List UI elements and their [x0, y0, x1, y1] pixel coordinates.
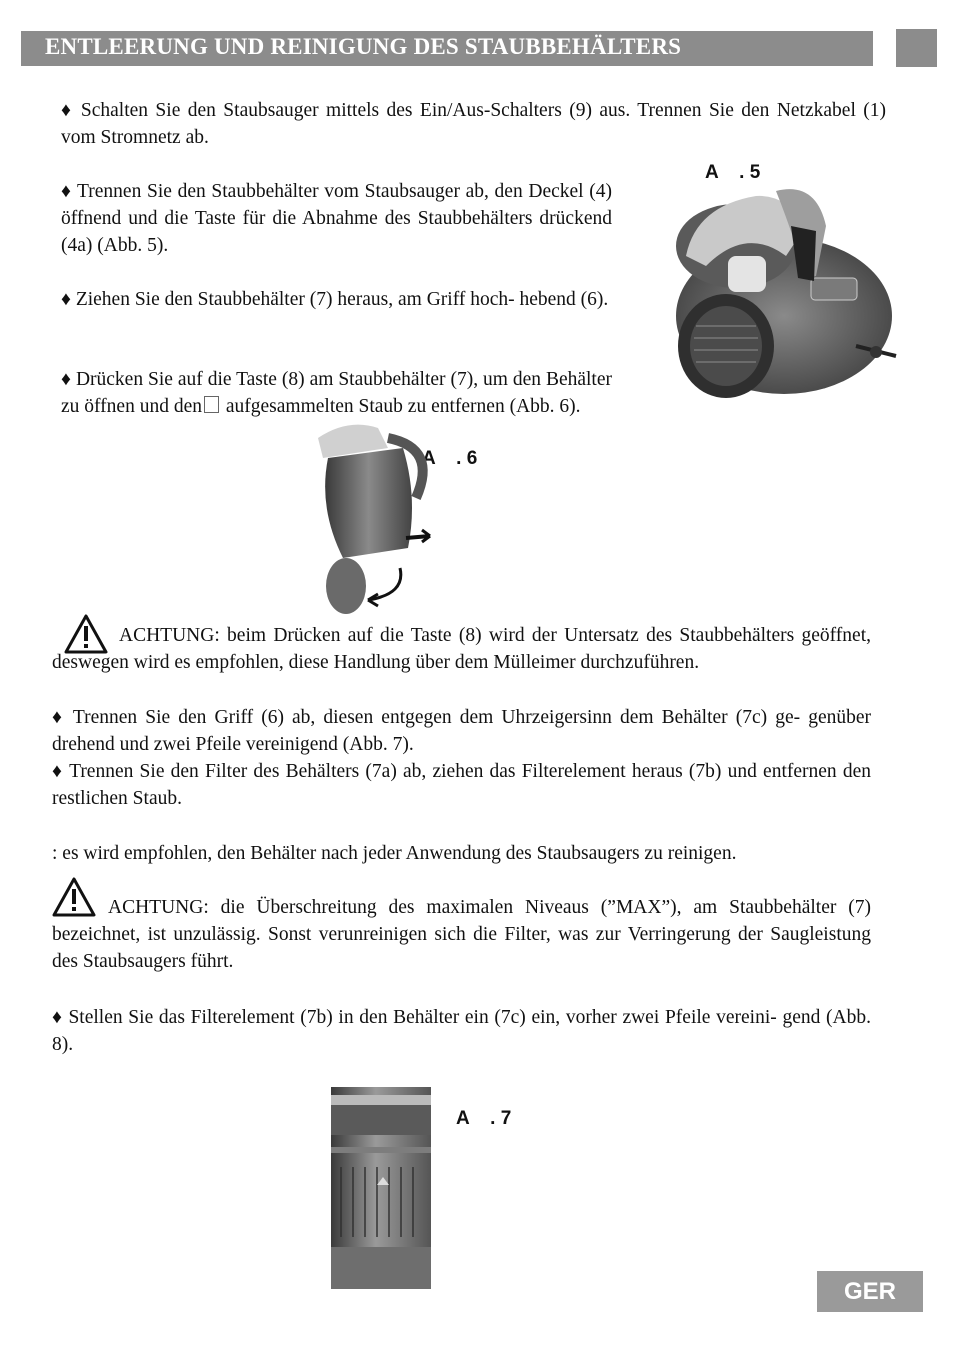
missing-glyph-box [204, 396, 219, 413]
language-badge: GER [817, 1271, 923, 1312]
header-corner-block [896, 29, 937, 67]
figure-7-label: A . 7 [456, 1108, 512, 1129]
section-header-bar [21, 31, 873, 66]
step-8-text: ♦ Stellen Sie das Filterelement (7b) in den Behälter ein (7c) ein, vorher zwei Pfeile vereini- gend (Abb. 8). [52, 1007, 871, 1055]
step-2-text: ♦ Trennen Sie den Staubbehälter vom Staubsauger ab, den Deckel (4) öffnend und die Taste für die Abnahme des Staubbehälters drückend (4a) (Abb. 5). [61, 181, 612, 256]
figure-5-label: A . 5 [705, 162, 761, 183]
step-4-text-end: aufgesammelten Staub zu entfernen (Abb. 6). [220, 396, 581, 417]
step-4-text-start: ♦ Drücken Sie auf die Taste (8) am Staubbehälter (7), um den Behälter zu öffnen und den [61, 369, 612, 417]
cleaning-note-text: : es wird empfohlen, den Behälter nach jeder Anwendung des Staubsaugers zu reinigen. [52, 843, 737, 864]
figure-6-dust-container-photo [288, 418, 454, 614]
step-6-text: ♦ Trennen Sie den Filter des Behälters (7a) ab, ziehen das Filterelement heraus (7b) und entfernen den restlichen Staub. [52, 761, 871, 809]
figure-7-filter-photo [331, 1087, 431, 1289]
step-5-text: ♦ Trennen Sie den Griff (6) ab, diesen entgegen dem Uhrzeigersinn dem Behälter (7c) ge- genüber drehend und zwei Pfeile vereinigend (Abb. 7). [52, 707, 871, 755]
step-3-text: ♦ Ziehen Sie den Staubbehälter (7) heraus, am Griff hoch- hebend (6). [61, 289, 609, 310]
step-1-text: ♦ Schalten Sie den Staubsauger mittels des Ein/Aus-Schalters (9) aus. Trennen Sie den Netzkabel (1) vom Stromnetz ab. [61, 100, 886, 148]
section-title: ENTLEERUNG UND REINIGUNG DES STAUBBEHÄLTERS [45, 34, 682, 59]
warning-2-text: ACHTUNG: die Überschreitung des maximalen Niveaus (”MAX”), am Staubbehälter (7) bezeichnet, ist unzulässig. Sonst verunreinigen sich die Filter, was zur Verringerung der Saugleistung des Staubsaugers führt. [52, 897, 871, 972]
figure-6-label: A . 6 [422, 448, 478, 469]
warning-1-text: ACHTUNG: beim Drücken auf die Taste (8) wird der Untersatz des Staubbehälters geöffnet, deswegen wird es empfohlen, diese Handlung über dem Mülleimer durchzuführen. [52, 625, 871, 673]
figure-5-vacuum-photo [666, 186, 900, 408]
step-4-text [61, 366, 612, 420]
